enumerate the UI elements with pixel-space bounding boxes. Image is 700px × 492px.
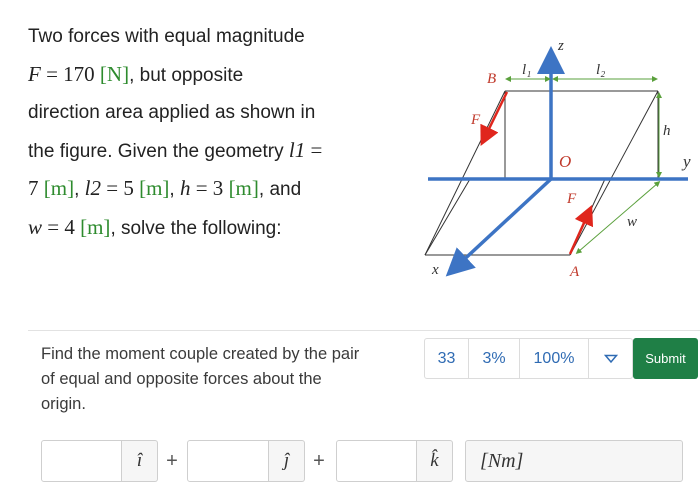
problem-line-1: Two forces with equal magnitude — [28, 26, 305, 47]
answer-row — [41, 440, 686, 482]
label-b: B — [487, 71, 497, 87]
label-z: z — [558, 38, 564, 54]
label-w: w — [627, 214, 638, 230]
problem-line-6: w = 4 [m], solve the following: — [28, 214, 282, 239]
label-origin: O — [559, 152, 572, 171]
answer-toolbar — [424, 338, 633, 379]
problem-line-4: the figure. Given the geometry l1 = — [28, 137, 323, 162]
problem-line-5: 7 [m], l2 = 5 [m], h = 3 [m], and — [28, 176, 302, 200]
force-arrow-top — [485, 92, 507, 137]
problem-statement — [28, 18, 368, 247]
zoom-button[interactable]: 100% — [520, 338, 589, 379]
k-hat-label: k̂ — [417, 440, 453, 482]
k-component-input[interactable] — [336, 440, 417, 482]
problem-line-2: F = 170 [N], but opposite — [28, 61, 244, 86]
label-y: y — [683, 152, 691, 171]
figure-svg — [405, 30, 700, 290]
sigfigs-button[interactable]: 33 — [424, 338, 469, 379]
i-hat-label: î — [122, 440, 158, 482]
submit-button[interactable]: Submit — [633, 338, 698, 379]
label-x: x — [432, 262, 439, 278]
j-hat-label: ĵ — [269, 440, 305, 482]
i-component-input[interactable] — [41, 440, 122, 482]
label-h: h — [663, 123, 671, 139]
force-couple-figure — [405, 30, 700, 290]
j-component-input[interactable] — [187, 440, 269, 482]
x-axis — [456, 179, 551, 267]
label-force-top: F — [471, 112, 481, 128]
tolerance-button[interactable]: 3% — [469, 338, 520, 379]
plus-sign-2: + — [313, 449, 325, 472]
question-text: Find the moment couple created by the pair of equal and opposite forces about the origin. — [41, 345, 360, 413]
section-divider — [28, 330, 700, 331]
label-l2: l₂ — [596, 62, 606, 78]
label-l1: l₁ — [522, 62, 532, 78]
box-outline — [425, 91, 658, 255]
plus-sign-1: + — [166, 449, 178, 472]
dropdown-toggle[interactable] — [589, 338, 633, 379]
label-a: A — [570, 264, 580, 280]
chevron-down-icon — [604, 354, 618, 364]
force-arrow-bottom — [570, 214, 588, 254]
problem-line-3: direction area applied as shown in — [28, 102, 316, 123]
label-force-bottom: F — [567, 191, 577, 207]
unit-label: [Nm] — [465, 440, 683, 482]
